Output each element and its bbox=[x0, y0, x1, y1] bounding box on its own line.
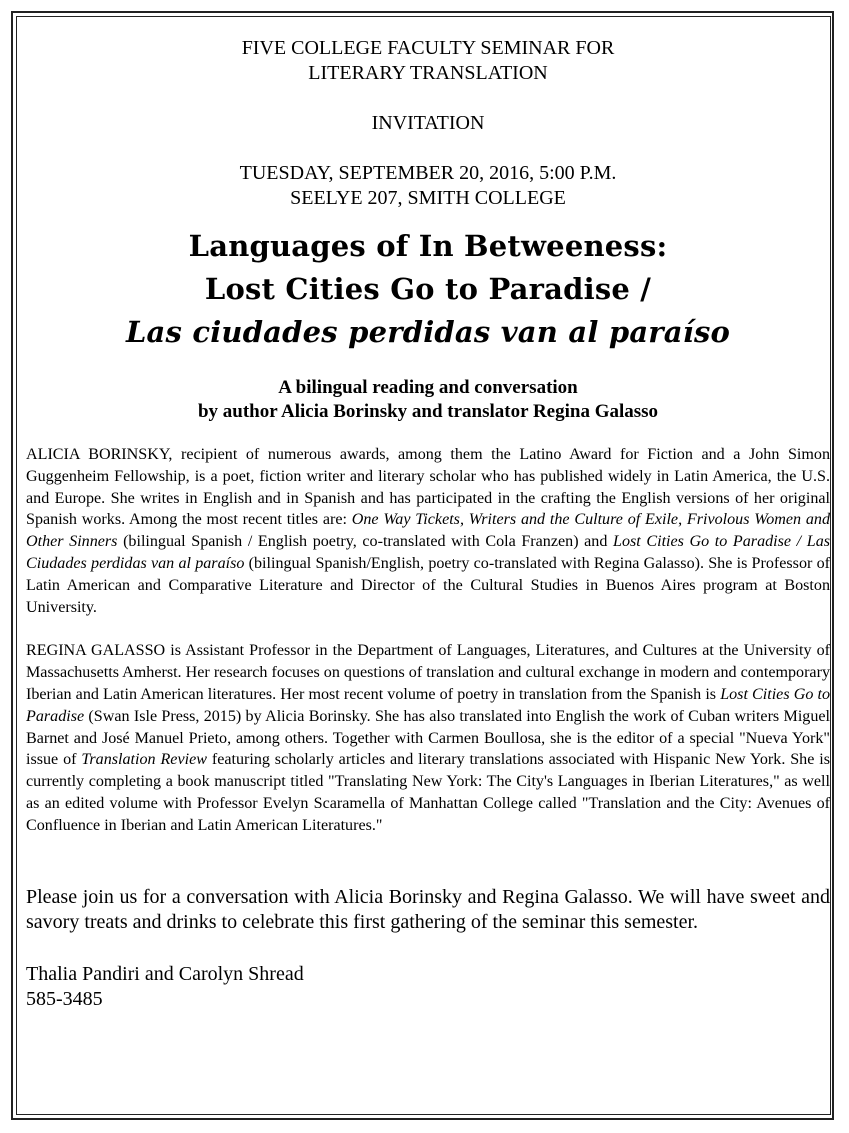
event-subtitle bbox=[26, 376, 830, 424]
contact-names: Thalia Pandiri and Carolyn Shread bbox=[26, 962, 304, 985]
bio-borinsky-text: (bilingual Spanish/English, poetry co-translated with Regina Galasso). She is Professor of Latin American and Comparative Literature and Director of the Cultural Studies in Buenos Aires program at Boston University. bbox=[26, 554, 830, 616]
subtitle-line1: A bilingual reading and conversation bbox=[278, 377, 578, 398]
bio-galasso bbox=[26, 640, 830, 836]
contact-phone: 585-3485 bbox=[26, 987, 103, 1010]
bio-borinsky-text: ALICIA BORINSKY, recipient of numerous awards, among them the Latino Award for Fiction and a John Simon Guggenheim Fellowship, is a poet, fiction writer and literary scholar who has published widely in Latin America, the U.S. and Europe. She writes in English and in Spanish and has participated in the crafting the English versions of her original Spanish works. Among the most recent titles are: bbox=[26, 446, 830, 529]
invitation-label: INVITATION bbox=[371, 112, 485, 134]
title-line1: Languages of In Betweeness: bbox=[188, 229, 668, 263]
invitation-document bbox=[26, 36, 830, 1012]
event-date: TUESDAY, SEPTEMBER 20, 2016, 5:00 P.M. bbox=[239, 162, 617, 184]
book-title: Frivolous Women and Other Sinners bbox=[26, 511, 831, 551]
contact-block bbox=[26, 962, 830, 1012]
book-title: Lost Cities Go to Paradise / Las Ciudades perdidas van al paraíso bbox=[26, 533, 831, 572]
bio-borinsky-text: (bilingual Spanish / English poetry, co-translated with Cola Franzen) and bbox=[117, 533, 614, 551]
bio-borinsky bbox=[26, 444, 830, 618]
subtitle-line2: by author Alicia Borinsky and translator Regina Galasso bbox=[197, 401, 659, 422]
title-line2: Lost Cities Go to Paradise / bbox=[204, 272, 652, 306]
bio-galasso-text: featuring scholarly articles and literary translations associated with Hispanic New York. She is currently completing a book manuscript titled "Translating New York: The City's Languages in Iberian Literatures," as well as an edited volume with Professor Evelyn Scaramella of Manhattan College called "Translation and the City: Avenues of Confluence in Iberian and Latin American Literatures." bbox=[26, 751, 830, 834]
closing-paragraph: Please join us for a conversation with Alicia Borinsky and Regina Galasso. We will have sweet and savory treats and drinks to celebrate this first gathering of the seminar this semester. bbox=[26, 885, 830, 934]
seminar-name-line2: LITERARY TRANSLATION bbox=[308, 62, 548, 84]
title-line3: Las ciudades perdidas van al paraíso bbox=[125, 315, 731, 349]
seminar-header bbox=[26, 36, 830, 211]
bio-galasso-text: (Swan Isle Press, 2015) by Alicia Borinsky. She has also translated into English the work of Cuban writers Miguel Barnet and José Manuel Prieto, among others. Together with Carmen Boullosa, she is the editor of a special "Nueva York" issue of bbox=[26, 707, 830, 769]
bio-galasso-text: REGINA GALASSO is Assistant Professor in the Department of Languages, Literatures, and Cultures at the University of Massachusetts Amherst. Her research focuses on questions of translation and cultural exchange in modern and contemporary Iberian and Latin American literatures. Her most recent volume of poetry in translation from the Spanish is bbox=[26, 642, 830, 703]
journal-title: Translation Review bbox=[81, 751, 207, 769]
event-title bbox=[26, 225, 830, 354]
book-title: One Way Tickets, Writers and the Culture of Exile bbox=[351, 511, 679, 529]
seminar-name-line1: FIVE COLLEGE FACULTY SEMINAR FOR bbox=[241, 37, 615, 59]
event-location: SEELYE 207, SMITH COLLEGE bbox=[290, 187, 566, 209]
book-title: Lost Cities Go to Paradise bbox=[26, 685, 830, 725]
bio-borinsky-text: , bbox=[678, 511, 687, 529]
